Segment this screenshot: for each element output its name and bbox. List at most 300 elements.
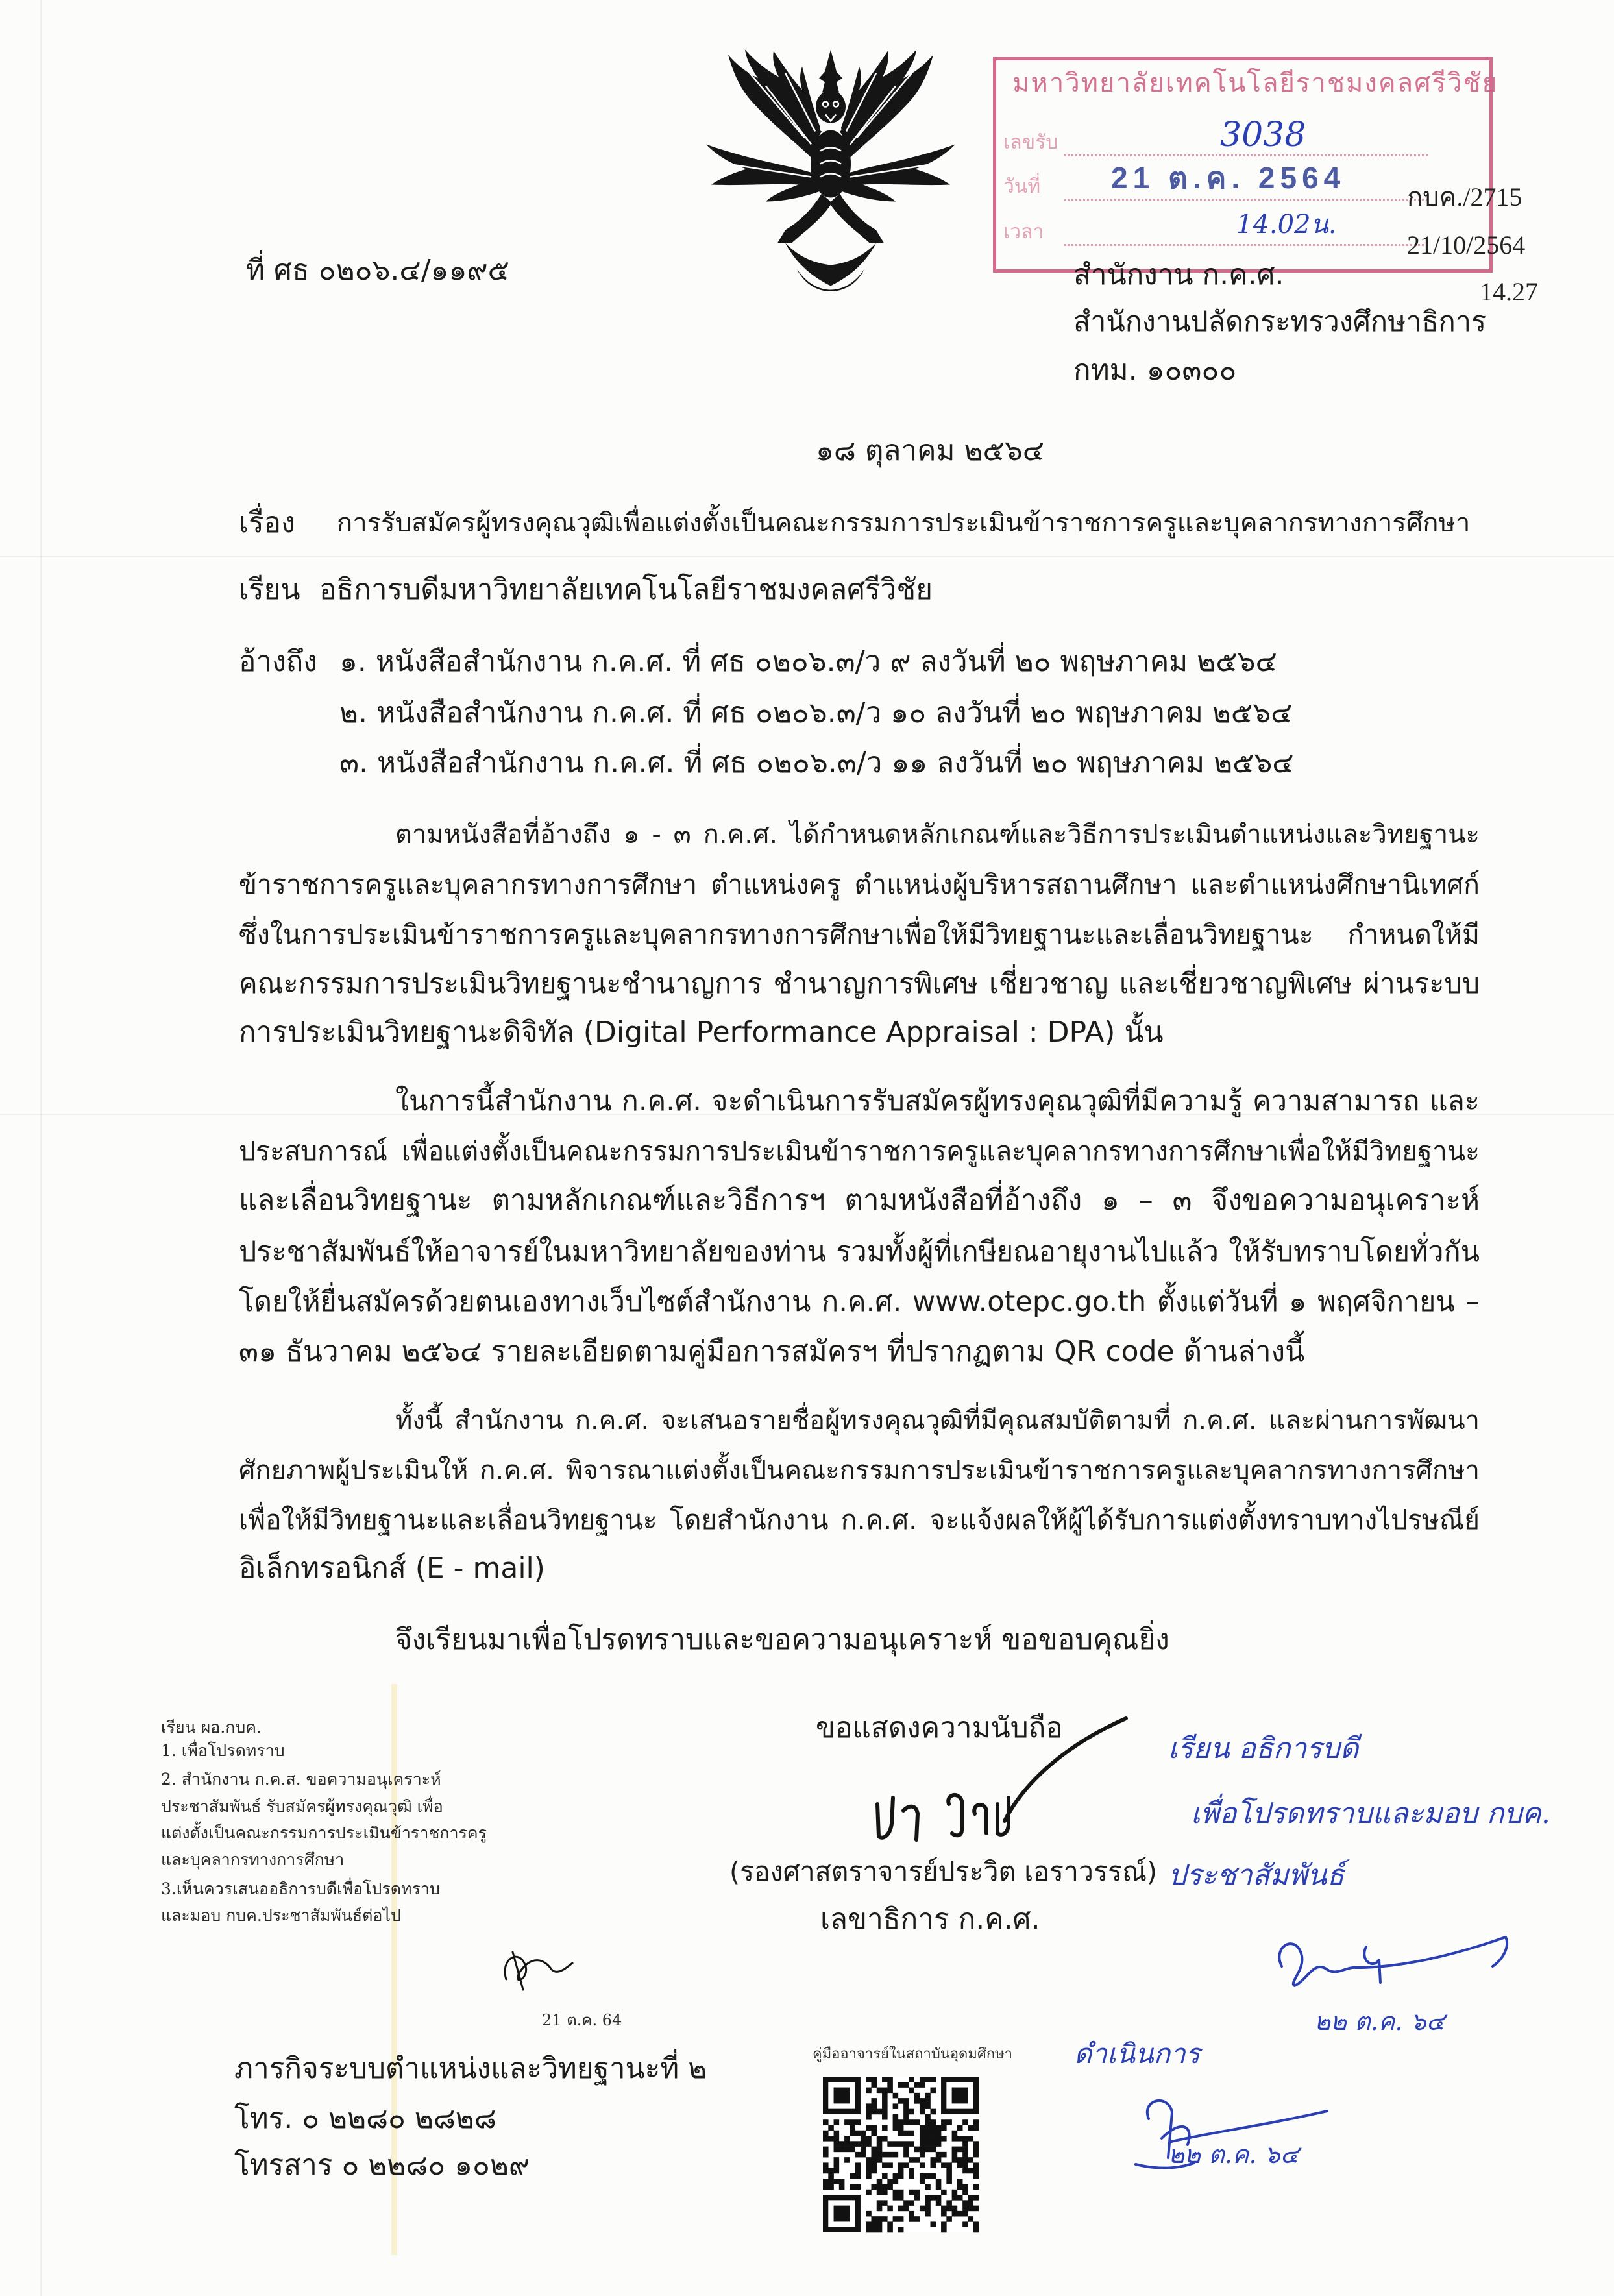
qr-module [952, 2157, 958, 2163]
qr-module [941, 2221, 947, 2227]
fold-line [0, 556, 1614, 557]
qr-module [855, 2168, 861, 2174]
qr-module [834, 2119, 840, 2125]
qr-module [925, 2131, 931, 2136]
qr-module [839, 2147, 845, 2153]
qr-module [887, 2179, 893, 2184]
qr-module [898, 2195, 904, 2201]
qr-module [936, 2131, 942, 2136]
qr-module [931, 2125, 936, 2131]
contact-tel: โทร. ๐ ๒๒๘๐ ๒๘๒๘ [234, 2102, 496, 2135]
paragraph-1-line: ซึ่งในการประเมินข้าราชการครูและบุคลากรทางการศึกษาเพื่อให้มีวิทยฐานะและเลื่อนวิทยฐานะ กำหนดให้มี [239, 919, 1480, 950]
stamp-date-label: วันที่ [1003, 175, 1041, 198]
qr-module [925, 2206, 931, 2212]
qr-module [903, 2152, 909, 2158]
qr-module [936, 2195, 942, 2201]
qr-module [973, 2221, 979, 2227]
qr-module [898, 2168, 904, 2174]
paragraph-2-line: โดยให้ยื่นสมัครด้วยตนเองทางเว็บไซต์สำนักงาน ก.ค.ศ. www.otepc.go.th ตั้งแต่วันที่ ๑ พฤศจิกายน – [239, 1286, 1480, 1318]
qr-module [962, 2147, 968, 2153]
qr-module [920, 2109, 925, 2115]
qr-finder-pattern [834, 2088, 850, 2104]
memo-line: แต่งตั้งเป็นคณะกรรมการประเมินข้าราชการครู [161, 1824, 487, 1842]
qr-module [866, 2103, 872, 2109]
qr-module [877, 2141, 883, 2147]
qr-module [834, 2157, 840, 2163]
qr-module [962, 2211, 968, 2217]
qr-module [898, 2190, 904, 2195]
qr-module [871, 2157, 877, 2163]
qr-module [936, 2157, 942, 2163]
qr-module [909, 2173, 914, 2179]
qr-module [936, 2179, 942, 2184]
qr-module [871, 2077, 877, 2082]
qr-module [871, 2082, 877, 2088]
qr-module [952, 2131, 958, 2136]
signer-name: (รองศาสตราจารย์ประวิต เอราวรรณ์) [729, 1856, 1158, 1887]
qr-module [861, 2147, 866, 2153]
paragraph-1-line: ตามหนังสือที่อ้างถึง ๑ - ๓ ก.ค.ศ. ได้กำหนดหลักเกณฑ์และวิธีการประเมินตำแหน่งและวิทยฐานะ [395, 820, 1480, 849]
qr-module [871, 2221, 877, 2227]
qr-module [882, 2109, 888, 2115]
qr-code-icon [823, 2077, 979, 2232]
qr-module [914, 2190, 920, 2195]
qr-module [909, 2157, 914, 2163]
qr-module [936, 2136, 942, 2142]
qr-module [931, 2088, 936, 2094]
qr-module [973, 2195, 979, 2201]
paragraph-3-line: ทั้งนี้ สำนักงาน ก.ค.ศ. จะเสนอรายชื่อผู้ทรงคุณวุฒิที่มีคุณสมบัติตามที่ ก.ค.ศ. และผ่านการพัฒนา [395, 1406, 1480, 1435]
qr-module [903, 2200, 909, 2206]
qr-module [828, 2179, 834, 2184]
qr-module [839, 2141, 845, 2147]
handwritten-note-line: ประชาสัมพันธ์ [1168, 1859, 1345, 1892]
qr-module [909, 2190, 914, 2195]
qr-module [861, 2141, 866, 2147]
qr-module [898, 2082, 904, 2088]
qr-module [931, 2195, 936, 2201]
qr-module [973, 2119, 979, 2125]
letter-ref-no: ที่ ศธ ๐๒๐๖.๔/๑๑๙๕ [246, 254, 509, 287]
qr-module [871, 2103, 877, 2109]
qr-module [962, 2157, 968, 2163]
qr-module [914, 2098, 920, 2104]
qr-module [866, 2125, 872, 2131]
qr-module [871, 2227, 877, 2233]
qr-module [952, 2152, 958, 2158]
qr-module [941, 2211, 947, 2217]
qr-module [834, 2141, 840, 2147]
qr-module [871, 2125, 877, 2131]
qr-module [903, 2206, 909, 2212]
qr-module [877, 2179, 883, 2184]
qr-module [898, 2098, 904, 2104]
qr-module [823, 2147, 829, 2153]
qr-module [957, 2147, 963, 2153]
qr-module [903, 2109, 909, 2115]
qr-module [898, 2227, 904, 2233]
qr-module [903, 2082, 909, 2088]
to-text: อธิการบดีมหาวิทยาลัยเทคโนโลยีราชมงคลศรีวิชัย [319, 573, 933, 606]
qr-module [893, 2216, 899, 2222]
qr-module [855, 2152, 861, 2158]
qr-module [920, 2162, 925, 2168]
paragraph-3-line: อิเล็กทรอนิกส์ (E - mail) [239, 1552, 545, 1585]
qr-module [877, 2227, 883, 2233]
qr-module [973, 2184, 979, 2190]
qr-module [866, 2109, 872, 2115]
paragraph-2-line: ประชาสัมพันธ์ให้อาจารย์ในมหาวิทยาลัยของท่าน รวมทั้งผู้ที่เกษียณอายุงานไปแล้ว ให้รับทราบโดยทั่วกัน [239, 1236, 1480, 1268]
qr-module [823, 2119, 829, 2125]
qr-module [882, 2173, 888, 2179]
qr-module [946, 2216, 952, 2222]
memo-date: 21 ต.ค. 64 [542, 2011, 622, 2029]
qr-module [893, 2125, 899, 2131]
qr-module [898, 2131, 904, 2136]
qr-module [882, 2136, 888, 2142]
qr-module [871, 2162, 877, 2168]
qr-module [952, 2206, 958, 2212]
qr-module [855, 2184, 861, 2190]
qr-module [957, 2211, 963, 2217]
qr-module [968, 2157, 973, 2163]
qr-module [861, 2152, 866, 2158]
qr-module [936, 2200, 942, 2206]
qr-module [898, 2206, 904, 2212]
qr-module [823, 2168, 829, 2174]
qr-module [957, 2136, 963, 2142]
qr-module [903, 2141, 909, 2147]
qr-module [882, 2184, 888, 2190]
qr-module [952, 2136, 958, 2142]
qr-module [866, 2211, 872, 2217]
qr-module [931, 2162, 936, 2168]
qr-module [877, 2088, 883, 2094]
qr-module [882, 2162, 888, 2168]
qr-module [903, 2147, 909, 2153]
qr-module [823, 2136, 829, 2142]
qr-module [920, 2206, 925, 2212]
qr-module [925, 2173, 931, 2179]
subject-text: การรับสมัครผู้ทรงคุณวุฒิเพื่อแต่งตั้งเป็นคณะกรรมการประเมินข้าราชการครูและบุคลากรทางการศึกษา [337, 508, 1471, 538]
qr-module [855, 2141, 861, 2147]
qr-module [877, 2184, 883, 2190]
qr-module [962, 2200, 968, 2206]
qr-module [973, 2227, 979, 2233]
qr-module [866, 2136, 872, 2142]
qr-module [866, 2114, 872, 2120]
qr-module [850, 2119, 855, 2125]
qr-module [823, 2179, 829, 2184]
stamp-number-value: 3038 [1220, 116, 1306, 154]
qr-module [973, 2152, 979, 2158]
qr-module [909, 2211, 914, 2217]
paragraph-2-line: ๓๑ ธันวาคม ๒๕๖๔ รายละเอียดตามคู่มือการสมัครฯ ที่ปรากฏตาม QR code ด้านล่างนี้ [239, 1335, 1305, 1368]
qr-module [952, 2211, 958, 2217]
qr-module [903, 2119, 909, 2125]
signer-title: เลขาธิการ ก.ค.ศ. [820, 1903, 1040, 1936]
qr-module [866, 2168, 872, 2174]
qr-module [931, 2173, 936, 2179]
qr-module [834, 2147, 840, 2153]
qr-module [850, 2147, 855, 2153]
garuda-right-wing [829, 50, 955, 243]
qr-module [844, 2136, 850, 2142]
qr-module [968, 2206, 973, 2212]
qr-module [925, 2195, 931, 2201]
qr-module [882, 2103, 888, 2109]
qr-module [962, 2221, 968, 2227]
qr-module [877, 2136, 883, 2142]
qr-module [823, 2152, 829, 2158]
qr-module [946, 2119, 952, 2125]
secretary-signature [863, 1707, 1136, 1850]
stamp-time-value: 14.02น. [1236, 210, 1337, 239]
contact-unit: ภารกิจระบบตำแหน่งและวิทยฐานะที่ ๒ [234, 2052, 707, 2085]
qr-module [893, 2152, 899, 2158]
qr-module [882, 2093, 888, 2099]
memo-signature [493, 1940, 578, 1999]
qr-module [828, 2136, 834, 2142]
subject-label: เรื่อง [239, 506, 295, 539]
qr-module [839, 2179, 845, 2184]
qr-module [828, 2168, 834, 2174]
qr-module [946, 2162, 952, 2168]
qr-module [909, 2088, 914, 2094]
qr-module [968, 2195, 973, 2201]
qr-module [925, 2098, 931, 2104]
reference-item: ๓. หนังสือสำนักงาน ก.ค.ศ. ที่ ศธ ๐๒๐๖.๓/ว ๑๑ ลงวันที่ ๒๐ พฤษภาคม ๒๕๖๔ [339, 746, 1294, 779]
qr-module [871, 2131, 877, 2136]
qr-module [920, 2179, 925, 2184]
paragraph-3-line: ศักยภาพผู้ประเมินให้ ก.ค.ศ. พิจารณาแต่งตั้งเป็นคณะกรรมการประเมินข้าราชการครูและบุคลากรทางการศึกษา [239, 1456, 1480, 1485]
qr-module [962, 2206, 968, 2212]
qr-module [855, 2173, 861, 2179]
qr-finder-pattern [834, 2206, 850, 2222]
qr-module [893, 2103, 899, 2109]
stamp-number-label: เลขรับ [1003, 131, 1058, 154]
qr-module [973, 2168, 979, 2174]
qr-module [973, 2173, 979, 2179]
qr-module [920, 2098, 925, 2104]
qr-caption: คู่มืออาจารย์ในสถาบันอุดมศึกษา [813, 2046, 1012, 2062]
qr-module [882, 2190, 888, 2195]
qr-module [861, 2131, 866, 2136]
qr-module [844, 2141, 850, 2147]
qr-module [909, 2077, 914, 2082]
paragraph-2-line: ในการนี้สำนักงาน ก.ค.ศ. จะดำเนินการรับสมัครผู้ทรงคุณวุฒิที่มีความรู้ ความสามารถ และ [395, 1085, 1480, 1117]
qr-module [898, 2162, 904, 2168]
qr-module [957, 2125, 963, 2131]
reference-item: ๒. หนังสือสำนักงาน ก.ค.ศ. ที่ ศธ ๐๒๐๖.๓/ว ๑๐ ลงวันที่ ๒๐ พฤษภาคม ๒๕๖๔ [339, 696, 1293, 729]
qr-module [920, 2173, 925, 2179]
qr-module [882, 2200, 888, 2206]
qr-module [893, 2179, 899, 2184]
qr-module [941, 2152, 947, 2158]
qr-module [962, 2119, 968, 2125]
qr-module [823, 2162, 829, 2168]
qr-module [887, 2184, 893, 2190]
qr-module [925, 2125, 931, 2131]
qr-module [839, 2184, 845, 2190]
qr-module [877, 2157, 883, 2163]
qr-module [941, 2119, 947, 2125]
handwritten-action: ดำเนินการ [1074, 2038, 1201, 2070]
qr-module [946, 2200, 952, 2206]
qr-module [844, 2119, 850, 2125]
fold-line [40, 0, 42, 2296]
qr-module [931, 2147, 936, 2153]
qr-module [931, 2119, 936, 2125]
qr-module [957, 2184, 963, 2190]
qr-module [887, 2088, 893, 2094]
qr-module [877, 2206, 883, 2212]
qr-module [898, 2216, 904, 2222]
handwritten-action-date: ๒๒ ต.ค. ๖๔ [1168, 2140, 1299, 2169]
paragraph-2-line: และเลื่อนวิทยฐานะ ตามหลักเกณฑ์และวิธีการฯ ตามหนังสือที่อ้างถึง ๑ – ๓ จึงขอความอนุเคราะห์ [239, 1184, 1480, 1217]
closing-line: จึงเรียนมาเพื่อโปรดทราบและขอความอนุเคราะห์ ขอขอบคุณยิ่ง [395, 1623, 1169, 1656]
qr-module [941, 2190, 947, 2195]
memo-line: 3.เห็นควรเสนออธิการบดีเพื่อโปรดทราบ [161, 1879, 440, 1898]
qr-module [914, 2157, 920, 2163]
qr-module [909, 2131, 914, 2136]
stamp-time-label: เวลา [1003, 221, 1044, 243]
qr-module [871, 2216, 877, 2222]
qr-module [968, 2136, 973, 2142]
paragraph-2-line: ประสบการณ์ เพื่อแต่งตั้งเป็นคณะกรรมการประเมินข้าราชการครูและบุคลากรทางการศึกษาเพื่อให้มีวิทยฐานะ [239, 1136, 1480, 1167]
qr-module [931, 2221, 936, 2227]
qr-module [952, 2195, 958, 2201]
qr-module [968, 2216, 973, 2222]
qr-module [866, 2173, 872, 2179]
qr-module [925, 2200, 931, 2206]
qr-module [914, 2119, 920, 2125]
qr-finder-pattern [952, 2088, 968, 2104]
qr-module [968, 2168, 973, 2174]
qr-module [850, 2173, 855, 2179]
qr-module [968, 2200, 973, 2206]
qr-module [887, 2221, 893, 2227]
qr-module [909, 2141, 914, 2147]
qr-module [898, 2173, 904, 2179]
qr-module [957, 2162, 963, 2168]
sender-line: กทม. ๑๐๓๐๐ [1073, 354, 1237, 387]
qr-module [909, 2216, 914, 2222]
qr-module [855, 2119, 861, 2125]
qr-module [909, 2119, 914, 2125]
qr-module [936, 2152, 942, 2158]
qr-module [834, 2131, 840, 2136]
qr-module [936, 2141, 942, 2147]
qr-module [909, 2200, 914, 2206]
qr-module [887, 2082, 893, 2088]
memo-line: และบุคลากรทางการศึกษา [161, 1850, 345, 1869]
paragraph-1-line: ข้าราชการครูและบุคลากรทางการศึกษา ตำแหน่งครู ตำแหน่งผู้บริหารสถานศึกษา และตำแหน่งศึกษานิเทศก์ [239, 869, 1480, 900]
qr-module [893, 2190, 899, 2195]
qr-module [925, 2184, 931, 2190]
to-label: เรียน [239, 573, 300, 606]
qr-module [903, 2103, 909, 2109]
qr-module [920, 2131, 925, 2136]
qr-module [866, 2141, 872, 2147]
qr-module [909, 2109, 914, 2115]
qr-module [931, 2157, 936, 2163]
qr-module [882, 2152, 888, 2158]
qr-module [877, 2216, 883, 2222]
qr-module [925, 2136, 931, 2142]
stamp-date-value: 21 ต.ค. 2564 [1111, 161, 1346, 195]
qr-module [861, 2136, 866, 2142]
qr-module [871, 2184, 877, 2190]
qr-module [882, 2216, 888, 2222]
qr-module [877, 2152, 883, 2158]
handwritten-note-date: ๒๒ ต.ค. ๖๔ [1314, 2007, 1445, 2036]
qr-module [931, 2109, 936, 2115]
qr-module [893, 2195, 899, 2201]
qr-module [973, 2206, 979, 2212]
qr-module [931, 2136, 936, 2142]
qr-module [834, 2162, 840, 2168]
qr-module [893, 2093, 899, 2099]
qr-module [887, 2141, 893, 2147]
qr-module [946, 2179, 952, 2184]
routing-date: 21/10/2564 [1407, 230, 1526, 260]
qr-module [962, 2152, 968, 2158]
qr-module [957, 2157, 963, 2163]
qr-module [871, 2098, 877, 2104]
qr-module [866, 2162, 872, 2168]
qr-module [887, 2227, 893, 2233]
qr-module [866, 2088, 872, 2094]
qr-module [844, 2157, 850, 2163]
memo-line: และมอบ กบค.ประชาสัมพันธ์ต่อไป [161, 1906, 401, 1925]
qr-module [920, 2136, 925, 2142]
qr-module [973, 2141, 979, 2147]
qr-module [834, 2179, 840, 2184]
memo-line: 2. สำนักงาน ก.ค.ส. ขอความอนุเคราะห์ [161, 1770, 441, 1789]
qr-module [887, 2077, 893, 2082]
stamp-institution: มหาวิทยาลัยเทคโนโลยีราชมงคลศรีวิชัย [1012, 68, 1499, 98]
qr-module [850, 2184, 855, 2190]
qr-module [850, 2141, 855, 2147]
garuda-emblem-icon [688, 45, 973, 308]
qr-module [871, 2152, 877, 2158]
qr-module [941, 2206, 947, 2212]
qr-module [925, 2141, 931, 2147]
qr-module [920, 2125, 925, 2131]
garuda-left-wing [706, 50, 820, 202]
handwritten-note-line: เรียน อธิการบดี [1168, 1732, 1359, 1765]
qr-module [920, 2152, 925, 2158]
qr-module [882, 2088, 888, 2094]
qr-module [925, 2211, 931, 2217]
qr-module [850, 2125, 855, 2131]
paragraph-1-line: คณะกรรมการประเมินวิทยฐานะชำนาญการ ชำนาญการพิเศษ เชี่ยวชาญ และเชี่ยวชาญพิเศษ ผ่านระบบ [239, 968, 1480, 1000]
qr-module [909, 2168, 914, 2174]
qr-module [866, 2077, 872, 2082]
qr-module [920, 2103, 925, 2109]
qr-module [871, 2168, 877, 2174]
qr-module [898, 2119, 904, 2125]
qr-module [946, 2206, 952, 2212]
qr-module [882, 2077, 888, 2082]
qr-module [920, 2147, 925, 2153]
qr-module [920, 2082, 925, 2088]
qr-module [952, 2190, 958, 2195]
reference-item: ๑. หนังสือสำนักงาน ก.ค.ศ. ที่ ศธ ๐๒๐๖.๓/ว ๙ ลงวันที่ ๒๐ พฤษภาคม ๒๕๖๔ [339, 645, 1277, 678]
qr-module [925, 2119, 931, 2125]
qr-module [946, 2173, 952, 2179]
